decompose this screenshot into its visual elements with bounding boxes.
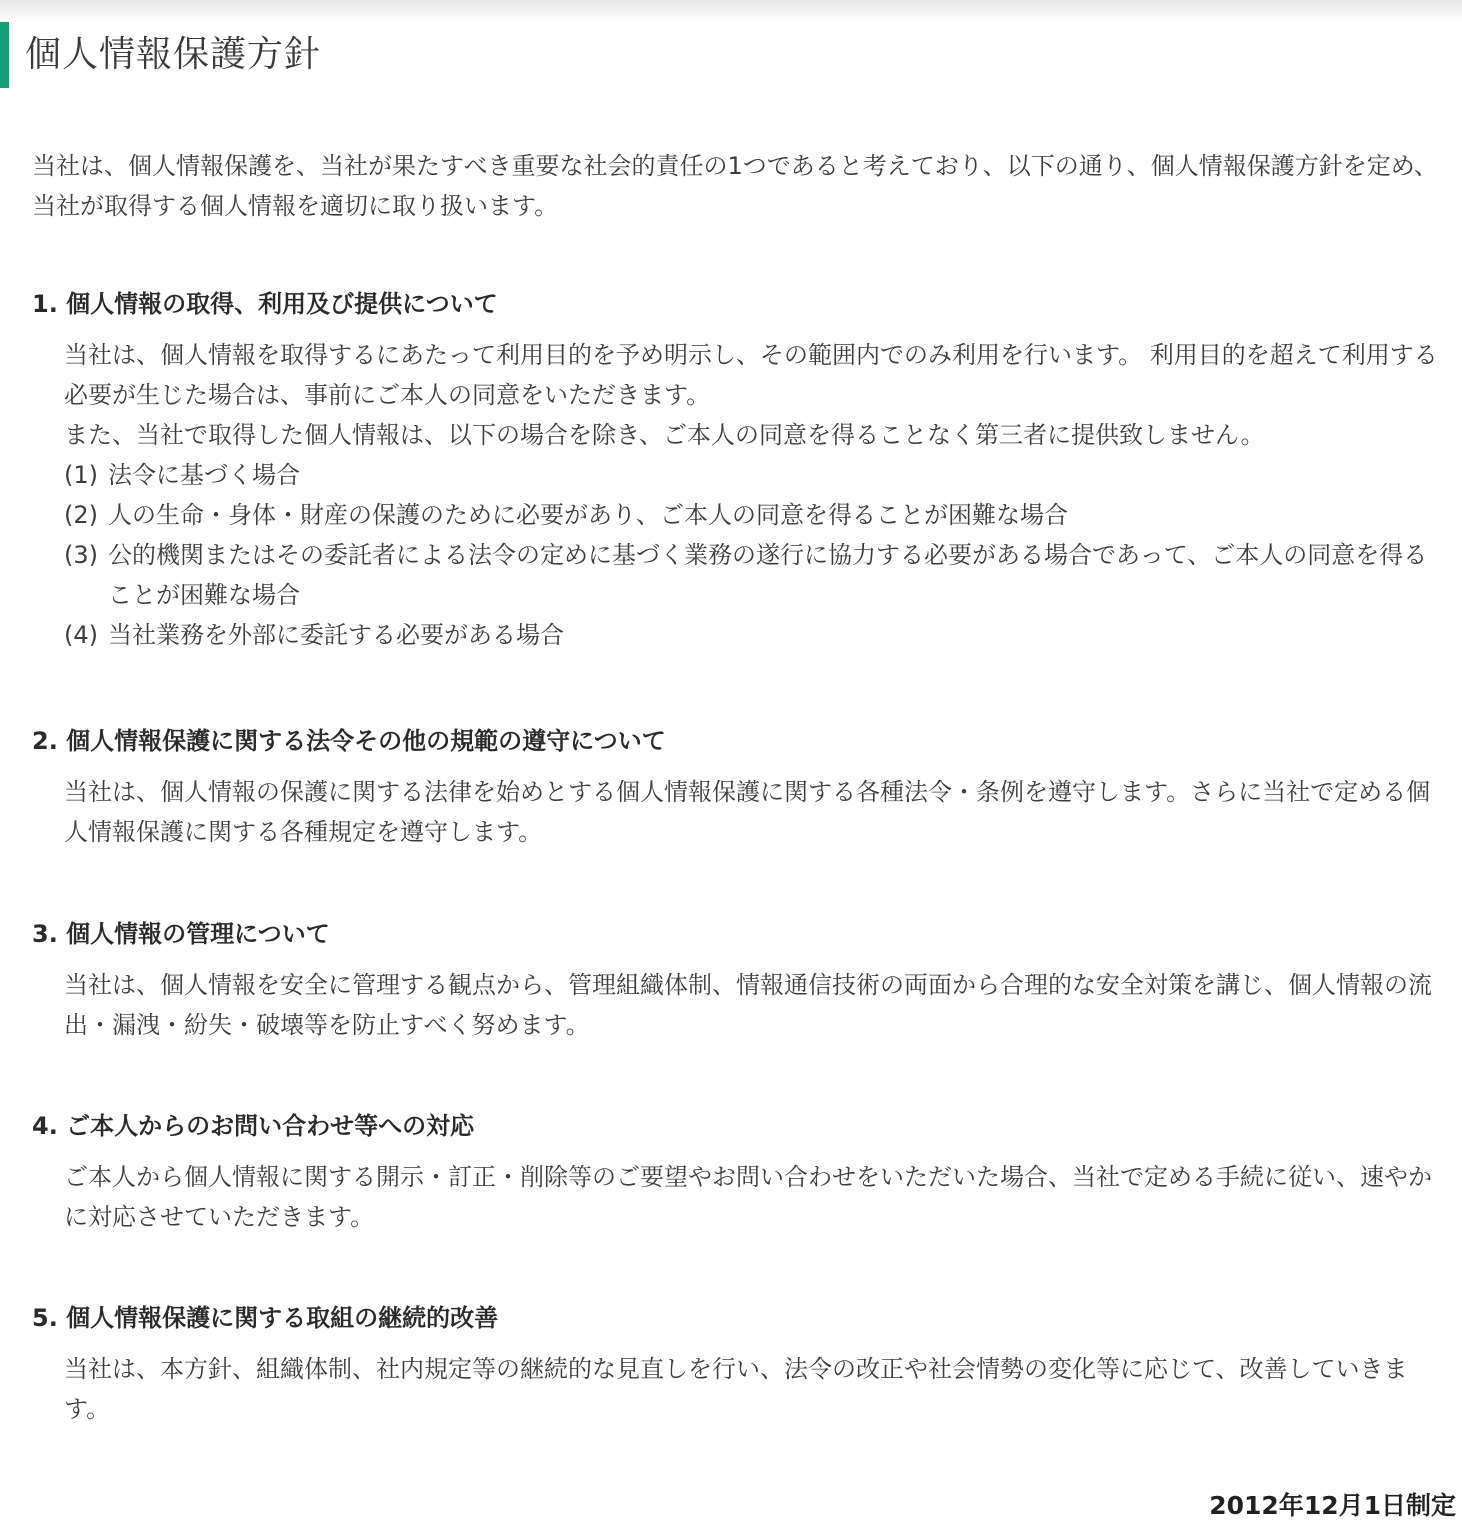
enacted-date: 2012年12月1日制定 — [1209, 1491, 1456, 1520]
list-item-number: (4) — [64, 621, 98, 649]
page-title: 個人情報保護方針 — [25, 34, 322, 75]
section-acquisition-use-provision — [32, 287, 1442, 655]
list-item — [64, 535, 1442, 615]
section-management — [32, 917, 1442, 1045]
list-item-text: 人の生命・身体・財産の保護のために必要があり、ご本人の同意を得ることが困難な場合 — [108, 501, 1068, 529]
section-body — [64, 1349, 1442, 1429]
section-body — [64, 335, 1442, 655]
exception-list — [64, 455, 1442, 655]
section-paragraph: 当社は、個人情報を取得するにあたって利用目的を予め明示し、その範囲内でのみ利用を行います。 利用目的を超えて利用する必要が生じた場合は、事前にご本人の同意をいただきます。 — [64, 341, 1438, 409]
list-item — [64, 615, 1442, 655]
section-heading: 5. 個人情報保護に関する取組の継続的改善 — [32, 1304, 499, 1332]
section-paragraph: 当社は、個人情報の保護に関する法律を始めとする個人情報保護に関する各種法令・条例を遵守します。さらに当社で定める個人情報保護に関する各種規定を遵守します。 — [64, 778, 1431, 846]
section-heading: 2. 個人情報保護に関する法令その他の規範の遵守について — [32, 727, 666, 755]
section-inquiries — [32, 1109, 1442, 1237]
section-continuous-improvement — [32, 1301, 1442, 1429]
top-shadow — [0, 0, 1462, 22]
section-heading: 3. 個人情報の管理について — [32, 920, 330, 948]
section-heading: 4. ご本人からのお問い合わせ等への対応 — [32, 1112, 475, 1140]
list-item-number: (2) — [64, 501, 98, 529]
page-title-bar — [0, 22, 321, 88]
section-body — [64, 1157, 1442, 1237]
list-item-text: 法令に基づく場合 — [108, 461, 300, 489]
section-paragraph: 当社は、個人情報を安全に管理する観点から、管理組織体制、情報通信技術の両面から合理的な安全対策を講じ、個人情報の流出・漏洩・紛失・破壊等を防止すべく努めます。 — [64, 971, 1432, 1039]
list-item — [64, 495, 1442, 535]
list-item-text: 公的機関またはその委託者による法令の定めに基づく業務の遂行に協力する必要がある場合であって、ご本人の同意を得ることが困難な場合 — [108, 541, 1428, 609]
intro-text: 当社は、個人情報保護を、当社が果たすべき重要な社会的責任の1つであると考えており、以下の通り、個人情報保護方針を定め、当社が取得する個人情報を適切に取り扱います。 — [32, 152, 1438, 220]
section-paragraph: 当社は、本方針、組織体制、社内規定等の継続的な見直しを行い、法令の改正や社会情勢の変化等に応じて、改善していきます。 — [64, 1355, 1408, 1423]
section-body — [64, 772, 1442, 852]
section-paragraph: また、当社で取得した個人情報は、以下の場合を除き、ご本人の同意を得ることなく第三者に提供致しません。 — [64, 421, 1265, 449]
list-item-number: (1) — [64, 461, 98, 489]
list-item-number: (3) — [64, 541, 98, 569]
section-heading: 1. 個人情報の取得、利用及び提供について — [32, 290, 498, 318]
list-item — [64, 455, 1442, 495]
section-body — [64, 965, 1442, 1045]
section-legal-compliance — [32, 724, 1442, 852]
section-paragraph: ご本人から個人情報に関する開示・訂正・削除等のご要望やお問い合わせをいただいた場合、当社で定める手続に従い、速やかに対応させていただきます。 — [64, 1163, 1432, 1231]
list-item-text: 当社業務を外部に委託する必要がある場合 — [108, 621, 564, 649]
